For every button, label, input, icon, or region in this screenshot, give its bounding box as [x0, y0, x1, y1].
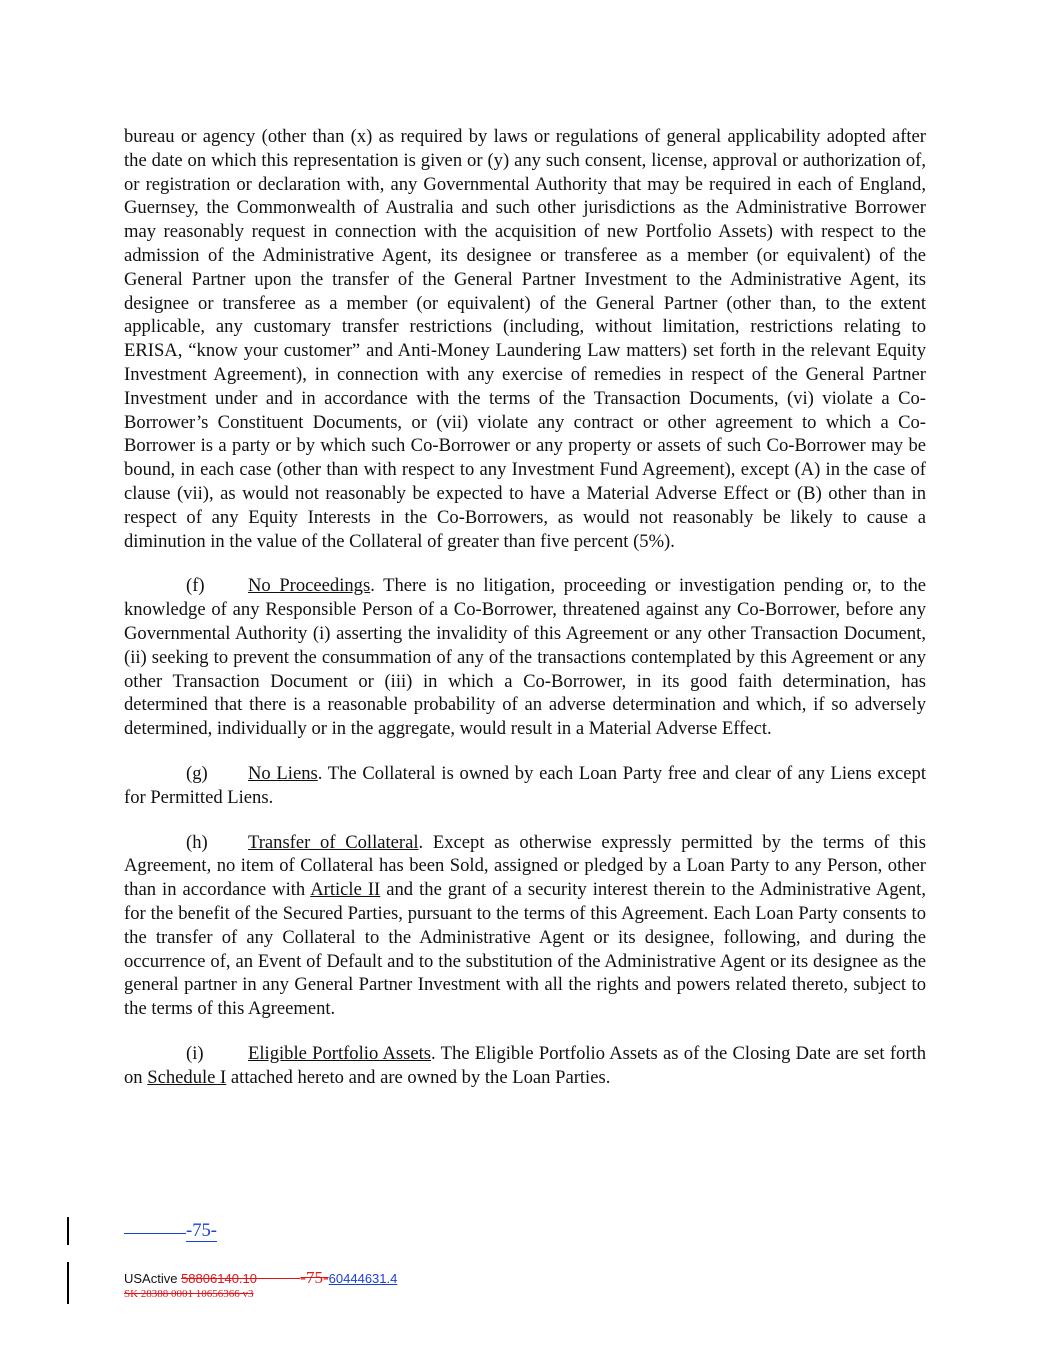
- schedule-i-reference: Schedule I: [147, 1066, 227, 1088]
- paragraph-h: [124, 831, 926, 1021]
- paragraph-g-text: . The Collateral is owned by each Loan Party free and clear of any Liens except for Permitted Liens.: [124, 762, 926, 808]
- paragraph-g: [124, 762, 926, 810]
- paragraph-e-continuation: bureau or agency (other than (x) as required by laws or regulations of general applicability adopted after the date on which this representation is given or (y) any such consent, license, approval or authorization of, or registration or declaration with, any Governmental Authority that may be required in each of England, Guernsey, the Commonwealth of Australia and such other jurisdictions as the Administrative Borrower may reasonably request in connection with the acquisition of new Portfolio Assets) with respect to the admission of the Administrative Agent, its designee or transferee as a member (or equivalent) of the General Partner upon the transfer of the General Partner Investment to the Administrative Agent, its designee or transferee as a member (or equivalent) of the General Partner (other than, to the extent applicable, any customary transfer restrictions (including, without limitation, restrictions relating to ERISA, “know your customer” and Anti-Money Laundering Law matters) set forth in the relevant Equity Investment Agreement), in connection with any exercise of remedies in respect of the General Partner Investment under and in accordance with the terms of the Transaction Documents, (vi) violate a Co-Borrower’s Constituent Documents, or (vii) violate any contract or other agreement to which a Co-Borrower is a party or by which such Co-Borrower or any property or assets of such Co-Borrower may be bound, in each case (other than with respect to any Investment Fund Agreement), except (A) in the case of clause (vii), as would not reasonably be expected to have a Material Adverse Effect or (B) other than in respect of any Equity Interests in the Co-Borrowers, as would not reasonably be likely to cause a diminution in the value of the Collateral of greater than five percent (5%).: [124, 126, 926, 552]
- footer-inserted-id: 60444631.4: [328, 1271, 398, 1286]
- page-number: [124, 1220, 217, 1242]
- paragraph-h-text-1: . Except as otherwise expressly permitted by the terms of this Agreement, no item of Collateral has been Sold, assigned or pledged by a Loan Party to any Person, other than in accordance with: [124, 831, 926, 901]
- paragraph-f-text: . There is no litigation, proceeding or investigation pending or, to the knowledge of any Responsible Person of a Co-Borrower, threatened against any Co-Borrower, before any Governmental Authority (i) asserting the invalidity of this Agreement or any other Transaction Document, (ii) seeking to prevent the consummation of any of the transactions contemplated by this Agreement or any other Transaction Document or (iii) in which a Co-Borrower, in its good faith determination, has determined that there is a reasonable probability of an adverse determination and which, if so adversely determined, individually or in the aggregate, would result in a Material Adverse Effect.: [124, 575, 926, 740]
- footer-deleted-id: 58806140.10: [181, 1271, 257, 1286]
- article-ii-reference: Article II: [310, 879, 381, 901]
- paragraph-i-label: (i): [186, 1042, 204, 1064]
- footer-doc-id: [124, 1268, 397, 1288]
- change-bar-lower: [67, 1262, 69, 1304]
- document-body: [124, 125, 926, 1089]
- change-bar-upper: [67, 1217, 69, 1245]
- paragraph-i-text-2: attached hereto and are owned by the Loan Parties.: [226, 1066, 611, 1088]
- paragraph-h-heading: Transfer of Collateral: [248, 831, 419, 853]
- footer-prefix: USActive: [124, 1271, 182, 1286]
- footer-deleted-page: -75-: [300, 1268, 329, 1287]
- page-number-leader: [124, 1233, 186, 1234]
- paragraph-i-heading: Eligible Portfolio Assets: [248, 1042, 432, 1064]
- paragraph-i-text-1: . The Eligible Portfolio Assets as of the Closing Date are set forth on: [124, 1042, 926, 1088]
- paragraph-g-label: (g): [186, 762, 208, 784]
- footer-deleted-line: SK 28388 0001 10656366 v3: [124, 1288, 254, 1300]
- paragraph-h-label: (h): [186, 831, 208, 853]
- footer-deleted-gap: [257, 1271, 300, 1286]
- paragraph-f-heading: No Proceedings: [248, 575, 371, 597]
- paragraph-f: [124, 574, 926, 741]
- paragraph-f-label: (f): [186, 575, 205, 597]
- paragraph-g-heading: No Liens: [248, 762, 318, 784]
- paragraph-i: [124, 1042, 926, 1090]
- paragraph-h-text-2: and the grant of a security interest therein to the Administrative Agent, for the benefit of the Secured Parties, pursuant to the terms of this Agreement. Each Loan Party consents to the transfer of any Collateral to the Administrative Agent or its designee, following, and during the occurrence of, an Event of Default and to the substitution of the Administrative Agent or its designee as the general partner in any General Partner Investment with all the rights and powers related thereto, subject to the terms of this Agreement.: [124, 879, 926, 1020]
- page-number-text: -75-: [186, 1220, 217, 1241]
